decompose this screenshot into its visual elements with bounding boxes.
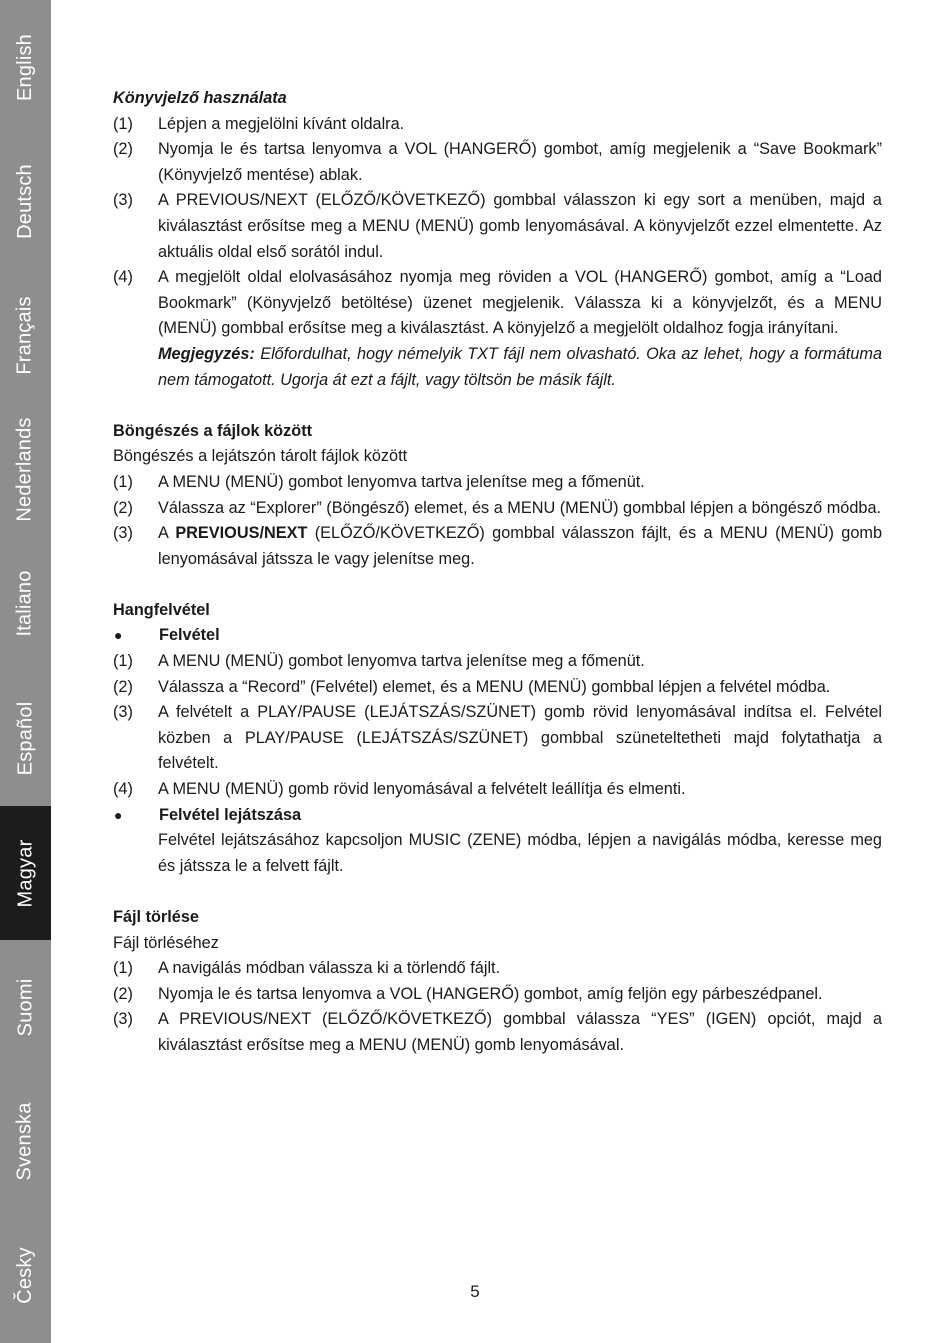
delete-section bbox=[113, 905, 882, 1059]
bullet-item bbox=[113, 803, 882, 829]
item-text: Lépjen a megjelölni kívánt oldalra. bbox=[158, 114, 405, 133]
lang-tab-label: Español bbox=[14, 701, 36, 775]
item-number: (1) bbox=[113, 959, 133, 978]
browse-section bbox=[113, 419, 882, 573]
section-title: Hangfelvétel bbox=[113, 600, 210, 619]
list-item bbox=[113, 521, 882, 572]
lang-tab-label: Nederlands bbox=[14, 416, 37, 522]
item-text: A navigálás módban válassza ki a törlendő fájlt. bbox=[158, 959, 501, 978]
list-item bbox=[113, 470, 882, 496]
item-text: A megjelölt oldal elolvasásához nyomja meg röviden a VOL (HANGERŐ) gombot, amíg a “Load Bookmark” (Könyvjelző betöltése) üzenet megjelenik. Válassza ki a könyvjelzőt, és a MENU (MENÜ) gombbal erősítse meg a kiválasztást. A könyjelző a megjelölt oldalhoz fogja irányítani. bbox=[158, 268, 882, 338]
subsection-title: Felvétel lejátszása bbox=[159, 805, 302, 824]
lang-tab-magyar[interactable] bbox=[0, 806, 51, 940]
list-item bbox=[113, 496, 882, 522]
item-text: A MENU (MENÜ) gomb rövid lenyomásával a felvételt leállítja és elmenti. bbox=[158, 780, 686, 799]
note-label: Megjegyzés: bbox=[158, 344, 255, 363]
lang-tab-label: Magyar bbox=[14, 839, 37, 907]
note bbox=[113, 342, 882, 393]
lang-tab-label: Suomi bbox=[14, 978, 37, 1036]
item-text: Nyomja le és tartsa lenyomva a VOL (HANGERŐ) gombot, amíg feljön egy párbeszédpanel. bbox=[158, 984, 823, 1003]
lang-tab-italiano[interactable] bbox=[0, 536, 51, 670]
item-number: (3) bbox=[113, 703, 133, 722]
item-text: Nyomja le és tartsa lenyomva a VOL (HANGERŐ) gombot, amíg megjelenik a “Save Bookmark” (Könyvjelző mentése) ablak. bbox=[158, 140, 882, 184]
bullet-item bbox=[113, 623, 882, 649]
item-number: (2) bbox=[113, 677, 133, 696]
item-number: (1) bbox=[113, 114, 133, 133]
item-text: Válassza a “Record” (Felvétel) elemet, és a MENU (MENÜ) gombbal lépjen a felvétel módba. bbox=[158, 677, 831, 696]
section-intro: Böngészés a lejátszón tárolt fájlok között bbox=[113, 447, 408, 466]
lang-tab-label: Italiano bbox=[14, 569, 36, 637]
list-item bbox=[113, 649, 882, 675]
list-item bbox=[113, 982, 882, 1008]
bullet-icon: ● bbox=[114, 806, 123, 823]
bullet-icon: ● bbox=[114, 627, 123, 644]
item-text bbox=[158, 521, 882, 572]
section-title: Könyvjelző használata bbox=[113, 89, 287, 107]
list-item bbox=[113, 265, 882, 342]
item-number: (3) bbox=[113, 524, 133, 543]
language-sidebar bbox=[0, 0, 51, 1343]
record-section bbox=[113, 598, 882, 880]
item-text: Válassza az “Explorer” (Böngésző) elemet, és a MENU (MENÜ) gombbal lépjen a böngésző módba. bbox=[158, 498, 882, 517]
item-text: A felvételt a PLAY/PAUSE (LEJÁTSZÁS/SZÜNET) gomb rövid lenyomásával indítsa el. Felvétel közben a PLAY/PAUSE (LEJÁTSZÁS/SZÜNET) gombbal szüneteltetheti majd folytathatja a felvételt. bbox=[158, 703, 882, 773]
page-number: 5 bbox=[470, 1282, 480, 1301]
item-text: A MENU (MENÜ) gombot lenyomva tartva jelenítse meg a főmenüt. bbox=[158, 472, 645, 491]
item-number: (3) bbox=[113, 191, 133, 210]
lang-tab-label: Deutsch bbox=[14, 163, 36, 239]
list-item bbox=[113, 137, 882, 188]
item-number: (4) bbox=[113, 268, 133, 287]
list-item bbox=[113, 112, 882, 138]
note-text: Előfordulhat, hogy némelyik TXT fájl nem olvasható. Oka az lehet, hogy a formátuma nem támogatott. Ugorja át ezt a fájlt, vagy töltsön be másik fájlt. bbox=[158, 344, 882, 389]
item-number: (2) bbox=[113, 984, 133, 1003]
item-text: A MENU (MENÜ) gombot lenyomva tartva jelenítse meg a főmenüt. bbox=[158, 652, 645, 671]
item-text-bold: PREVIOUS/NEXT bbox=[175, 524, 308, 543]
item-number: (3) bbox=[113, 1010, 133, 1029]
list-item bbox=[113, 956, 882, 982]
item-number: (2) bbox=[113, 498, 133, 517]
list-item bbox=[113, 700, 882, 777]
list-item bbox=[113, 1007, 882, 1058]
item-text-post: (ELŐZŐ/KÖVETKEZŐ) gombbal válasszon fájlt, és a MENU (MENÜ) gomb lenyomásával játssza le vagy jelenítse meg. bbox=[158, 524, 882, 568]
item-number: (1) bbox=[113, 652, 133, 671]
lang-tab-label: English bbox=[14, 33, 36, 101]
section-intro: Fájl törléséhez bbox=[113, 933, 219, 952]
item-text: A PREVIOUS/NEXT (ELŐZŐ/KÖVETKEZŐ) gombbal válasszon ki egy sort a menüben, majd a kiválasztást erősítse meg a MENU (MENÜ) gomb lenyomásával. A könyvjelzőt ezzel elmentette. Az aktuális oldal első sorától indul. bbox=[158, 191, 882, 261]
item-text-pre: A bbox=[158, 524, 176, 543]
lang-tab-deutsch[interactable] bbox=[0, 134, 51, 268]
bookmark-section bbox=[113, 86, 882, 393]
lang-tab-suomi[interactable] bbox=[0, 940, 51, 1074]
lang-tab-label: Svenska bbox=[14, 1101, 37, 1181]
list-item bbox=[113, 188, 882, 265]
subsection-text: Felvétel lejátszásához kapcsoljon MUSIC (ZENE) módba, lépjen a navigálás módba, keresse meg és játssza le a felvett fájlt. bbox=[158, 831, 882, 875]
list-item bbox=[113, 675, 882, 701]
section-title: Böngészés a fájlok között bbox=[113, 421, 313, 440]
lang-tab-cesky[interactable] bbox=[0, 1208, 51, 1343]
subsection-title: Felvétel bbox=[159, 626, 220, 645]
lang-tab-label: Česky bbox=[14, 1247, 37, 1304]
lang-tab-espanol[interactable] bbox=[0, 670, 51, 806]
section-title: Fájl törlése bbox=[113, 908, 199, 926]
lang-tab-svenska[interactable] bbox=[0, 1074, 51, 1208]
item-number: (2) bbox=[113, 140, 133, 159]
page-content bbox=[113, 86, 882, 1084]
item-text: A PREVIOUS/NEXT (ELŐZŐ/KÖVETKEZŐ) gombbal válassza “YES” (IGEN) opciót, majd a kiválasztást erősítse meg a MENU (MENÜ) gomb lenyomásával. bbox=[158, 1010, 882, 1054]
list-item bbox=[113, 777, 882, 803]
lang-tab-nederlands[interactable] bbox=[0, 402, 51, 536]
item-number: (1) bbox=[113, 472, 133, 491]
lang-tab-english[interactable] bbox=[0, 0, 51, 134]
lang-tab-francais[interactable] bbox=[0, 268, 51, 402]
lang-tab-label: Français bbox=[14, 295, 37, 375]
item-number: (4) bbox=[113, 780, 133, 799]
